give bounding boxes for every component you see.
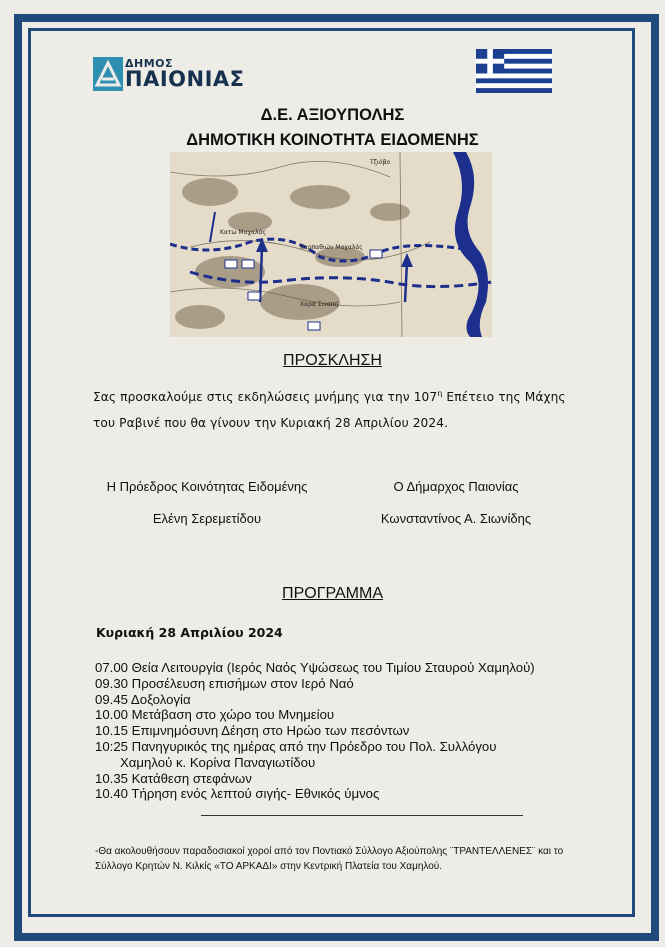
logo-line-1: ΔΗΜΟΣ: [125, 57, 174, 70]
greek-flag-icon: [476, 49, 552, 93]
invitation-text: [93, 381, 573, 436]
footnote: -Θα ακολουθήσουν παραδοσιακοί χοροί από τον Ποντιακό Σύλλογο Αξιούπολης ¨ΤΡΑΝΤΕΛΛΕΝΕΣ¨ και το Σύλλογο Κρητών Ν. Κιλκίς «ΤΟ ΑΡΚΑΔΙ» στην Κεντρική Πλατεία του Χαμηλού.: [95, 846, 564, 872]
separator-line: [201, 815, 523, 816]
ordinal-suffix: η: [437, 389, 443, 398]
logo-line-2: ΠΑΙΟΝΙΑΣ: [125, 67, 245, 91]
program-title: ΠΡΟΓΡΑΜΜΑ: [282, 585, 383, 602]
program-item: 10.40 Τήρηση ενός λεπτού σιγής- Εθνικός ύμνος: [95, 786, 380, 802]
program-item: 10:25 Πανηγυρικός της ημέρας από την Πρόεδρο του Πολ. Συλλόγου: [95, 738, 497, 754]
signature-left-role: Η Πρόεδρος Κοινότητας Ειδομένης: [106, 479, 308, 494]
map-label-3: Χαρά Σιναπή: [300, 301, 339, 308]
battle-map-image: [170, 152, 492, 337]
program-item-continuation: Χαμηλού κ. Κορίνα Παναγιωτίδου: [120, 754, 316, 770]
program-item: 09.45 Δοξολογία: [95, 691, 191, 707]
program-item: 10.15 Επιμνημόσυνη Δέηση στο Ηρώο των πεσόντων: [95, 723, 410, 739]
map-label-0: Τζιόβο: [370, 159, 391, 166]
municipality-logo: [93, 56, 253, 92]
program-item: 10.00 Μετάβαση στο χώρο του Μνημείου: [95, 707, 335, 723]
program-item: 09.30 Προσέλευση επισήμων στον Ιερό Ναό: [95, 675, 354, 691]
signature-right-name: Κωνσταντίνος Α. Σιωνίδης: [380, 511, 532, 526]
program-item: 10.35 Κατάθεση στεφάνων: [95, 770, 252, 786]
invitation-text-b: Επέτειο της Μάχης του Ραβινέ που θα γίνουν την Κυριακή 28 Απριλίου 2024.: [93, 390, 566, 431]
signature-right-role: Ο Δήμαρχος Παιονίας: [393, 479, 519, 494]
header-line-1: Δ.Ε. ΑΞΙΟΥΠΟΛΗΣ: [260, 106, 405, 124]
map-label-1: Καρπαθιών Μαχαλάς: [300, 244, 363, 251]
invitation-title: ΠΡΟΣΚΛΗΣΗ: [283, 352, 382, 369]
program-item: 07.00 Θεία Λειτουργία (Ιερός Ναός Υψώσεως του Τιμίου Σταυρού Χαμηλού): [95, 660, 535, 675]
map-label-2: Κατω Μαχαλάς: [220, 229, 267, 236]
program-list: [95, 660, 575, 802]
program-date: Κυριακή 28 Απριλίου 2024: [96, 625, 283, 640]
signature-left-name: Ελένη Σερεμετίδου: [152, 511, 262, 526]
header-line-2: ΔΗΜΟΤΙΚΗ ΚΟΙΝΟΤΗΤΑ ΕΙΔΟΜΕΝΗΣ: [186, 131, 479, 149]
invitation-text-a: Σας προσκαλούμε στις εκδηλώσεις μνήμης για την 107: [93, 390, 438, 405]
logo-emblem-icon: [93, 57, 123, 91]
